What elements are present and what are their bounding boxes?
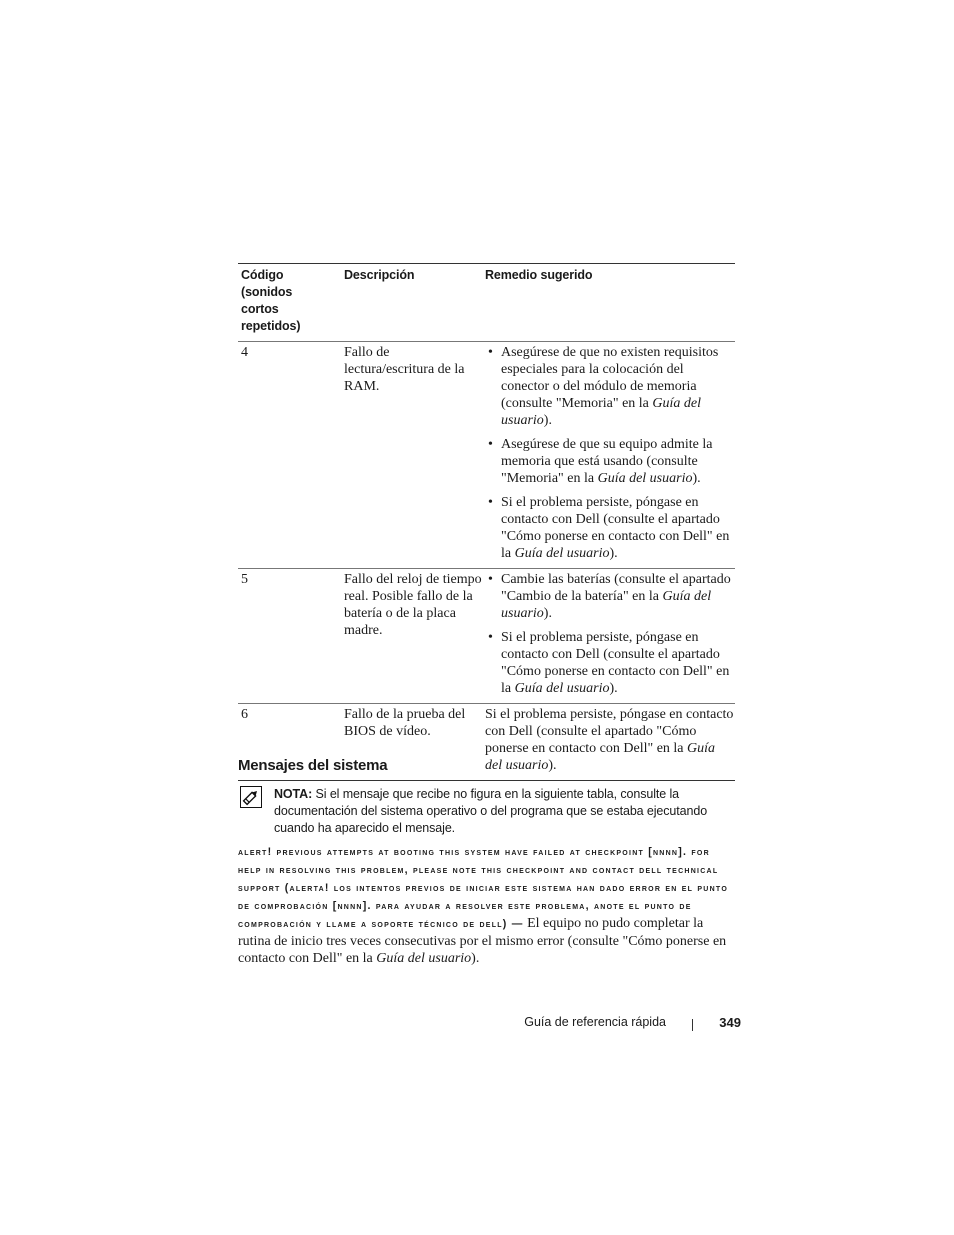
table-row	[238, 569, 735, 703]
alert-message: alert! previous attempts at booting this system have failed at checkpoint [nnnn]. for help in resolving this problem, please note this checkpoint and contact dell technical support (alerta! los intentos previos de iniciar este sistema han dado error en el punto de comprobación [nnnn]. para ayudar a resolver este problema, anote el punto de comprobación y llame a soporte técnico de dell) —	[238, 846, 729, 930]
alert-description: El equipo no pudo completar la rutina de inicio tres veces consecutivas por el mismo error (consulte "Cómo ponerse en contacto con Dell" en la	[238, 916, 727, 966]
alert-message-entry	[238, 843, 735, 967]
remedy-item	[485, 344, 735, 429]
header-code-line: (sonidos	[241, 285, 293, 299]
remedy-item	[485, 494, 735, 562]
note-block	[238, 786, 735, 837]
header-remedy: Remedio sugerido	[485, 268, 593, 282]
remedy-end: ).	[543, 606, 552, 621]
remedy-italic: Guía del usuario	[597, 471, 693, 486]
remedy-italic: Guía del usuario	[514, 681, 610, 696]
row-remedy	[482, 344, 735, 562]
remedy-italic: Guía del usuario	[485, 741, 716, 773]
note-text	[274, 786, 735, 837]
row-code: 5	[241, 572, 248, 587]
section-heading: Mensajes del sistema	[238, 757, 388, 774]
row-description: Fallo del reloj de tiempo real. Posible fallo de la batería o de la placa madre.	[344, 572, 482, 638]
header-code-line: Código	[241, 268, 284, 282]
row-remedy	[482, 571, 735, 697]
remedy-paragraph	[485, 706, 735, 774]
table-row	[238, 342, 735, 568]
alert-end: ).	[471, 951, 480, 966]
footer-separator	[692, 1019, 693, 1031]
note-body: Si el mensaje que recibe no figura en la siguiente tabla, consulte la documentación del sistema operativo o del programa que se estaba ejecutando cuando ha aparecido el mensaje.	[274, 787, 708, 835]
table-header-row	[238, 264, 735, 341]
remedy-italic: Guía del usuario	[501, 589, 712, 621]
row-description: Fallo de la prueba del BIOS de vídeo.	[344, 707, 466, 739]
remedy-text: Asegúrese de que no existen requisitos especiales para la colocación del conector o del módulo de memoria (consulte "Memoria" en la	[501, 345, 719, 411]
page-footer	[0, 1015, 741, 1035]
row-description: Fallo de lectura/escritura de la RAM.	[344, 345, 465, 394]
row-code: 6	[241, 707, 248, 722]
note-pencil-icon	[240, 786, 262, 808]
remedy-end: ).	[543, 413, 552, 428]
remedy-text: Si el problema persiste, póngase en contacto con Dell (consulte el apartado "Cómo ponerse en contacto con Dell" en la	[485, 707, 734, 756]
header-code	[238, 267, 341, 335]
remedy-end: ).	[692, 471, 701, 486]
header-code-line: cortos repetidos)	[241, 302, 301, 333]
remedy-text: Si el problema persiste, póngase en contacto con Dell (consulte el apartado "Cómo ponerse en contacto con Dell" en la	[501, 495, 730, 561]
row-code: 4	[241, 345, 248, 360]
beep-code-table	[238, 263, 735, 781]
page-number: 349	[719, 1015, 741, 1030]
note-label: NOTA:	[274, 787, 313, 801]
remedy-end: ).	[609, 546, 618, 561]
remedy-text: Si el problema persiste, póngase en contacto con Dell (consulte el apartado "Cómo ponerse en contacto con Dell" en la	[501, 630, 730, 696]
footer-title: Guía de referencia rápida	[524, 1015, 666, 1029]
remedy-item	[485, 571, 735, 622]
alert-italic: Guía del usuario	[376, 951, 472, 966]
row-remedy	[482, 706, 735, 774]
remedy-italic: Guía del usuario	[514, 546, 610, 561]
remedy-text: Asegúrese de que su equipo admite la memoria que está usando (consulte "Memoria" en la	[501, 437, 713, 486]
remedy-end: ).	[609, 681, 618, 696]
remedy-item	[485, 436, 735, 487]
table-bottom-rule	[238, 780, 735, 781]
header-description: Descripción	[344, 268, 415, 282]
remedy-end: ).	[548, 758, 557, 773]
remedy-item	[485, 629, 735, 697]
remedy-text: Cambie las baterías (consulte el apartado "Cambio de la batería" en la	[501, 572, 731, 604]
remedy-italic: Guía del usuario	[501, 396, 701, 428]
